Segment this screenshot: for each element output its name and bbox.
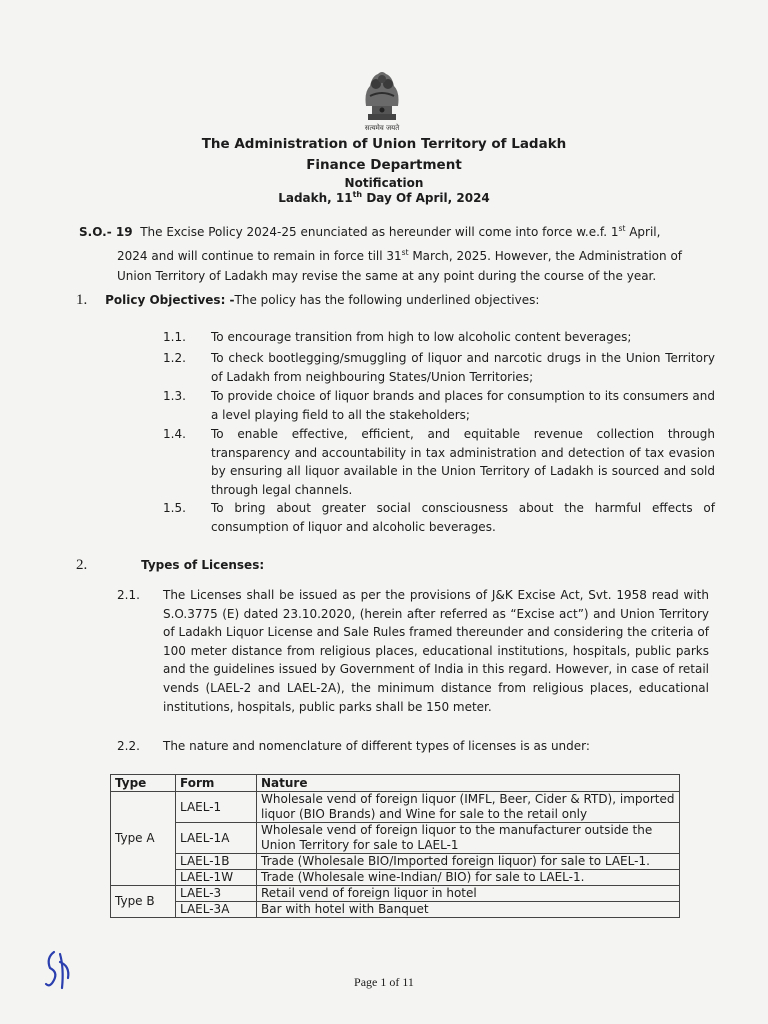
table-row: Type A LAEL-1 Wholesale vend of foreign liquor (IMFL, Beer, Cider & RTD), imported liquor (BIO Brands) and Wine for sale to the retail only [111, 792, 680, 823]
so-paragraph: S.O.- 19 The Excise Policy 2024-25 enunciated as hereunder will come into force w.e.f. 1st April, 2024 and will continue to remain in force till 31st March, 2025. However, the Administration of Union Territory of Ladakh may revise the same at any point during the course of the year. [79, 224, 683, 283]
list-item: 1.5. To bring about greater social consciousness about the harmful effects of consumption of liquor and alcoholic beverages. [163, 501, 715, 534]
emblem-motto: सत्यमेव जयते [364, 124, 400, 132]
so-label: S.O.- 19 [79, 225, 133, 239]
table-row: Type B LAEL-3 Retail vend of foreign liquor in hotel [111, 886, 680, 902]
list-item: 2.1. The Licenses shall be issued as per the provisions of J&K Excise Act, Svt. 1958 read with S.O.3775 (E) dated 23.10.2020, (herein after referred as “Excise act”) and Union Territory of Ladakh Liquor License and Sale Rules framed thereunder and considering the criteria of 100 meter distance from religious places, educational institutions, hospitals, public parks and the guidelines issued by Government of India in this regard. However, in case of retail vends (LAEL-2 and LAEL-2A), the minimum distance from religious places, educational institutions, hospitals, public parks shall be 150 meter. [117, 588, 709, 714]
page-number: Page 1 of 11 [354, 975, 414, 989]
license-types-table [110, 774, 680, 918]
section-1-heading: 1. Policy Objectives: -The policy has the following underlined objectives: [76, 292, 540, 308]
notification-label: Notification [344, 176, 424, 190]
table-header-row: Type Form Nature [111, 775, 680, 792]
org-title: The Administration of Union Territory of Ladakh [201, 136, 567, 152]
list-item: 1.4. To enable effective, efficient, and equitable revenue collection through transparency and accountability in tax administration and detection of tax evasion by ensuring all liquor available in the Union Territory of Ladakh is sourced and sold through legal channels. [163, 427, 715, 497]
list-item: 2.2. The nature and nomenclature of different types of licenses is as under: [117, 739, 590, 753]
list-item: 1.3. To provide choice of liquor brands and places for consumption to its consumers and a level playing field to all the stakeholders; [163, 389, 715, 422]
table-row: LAEL-3A Bar with hotel with Banquet [111, 902, 680, 918]
section-2-heading: 2. Types of Licenses: [76, 557, 265, 573]
list-item: 1.1. To encourage transition from high to low alcoholic content beverages; [163, 330, 632, 344]
notification-date: Ladakh, 11th Day Of April, 2024 [278, 190, 490, 205]
table-row: LAEL-1B Trade (Wholesale BIO/Imported foreign liquor) for sale to LAEL-1. [111, 854, 680, 870]
table-row: LAEL-1A Wholesale vend of foreign liquor to the manufacturer outside the Union Territory for sale to LAEL-1 [111, 823, 680, 854]
table-row: LAEL-1W Trade (Wholesale wine-Indian/ BIO) for sale to LAEL-1. [111, 870, 680, 886]
department-title: Finance Department [306, 157, 462, 173]
list-item: 1.2. To check bootlegging/smuggling of liquor and narcotic drugs in the Union Territory of Ladakh from neighbouring States/Union Territories; [163, 351, 715, 384]
